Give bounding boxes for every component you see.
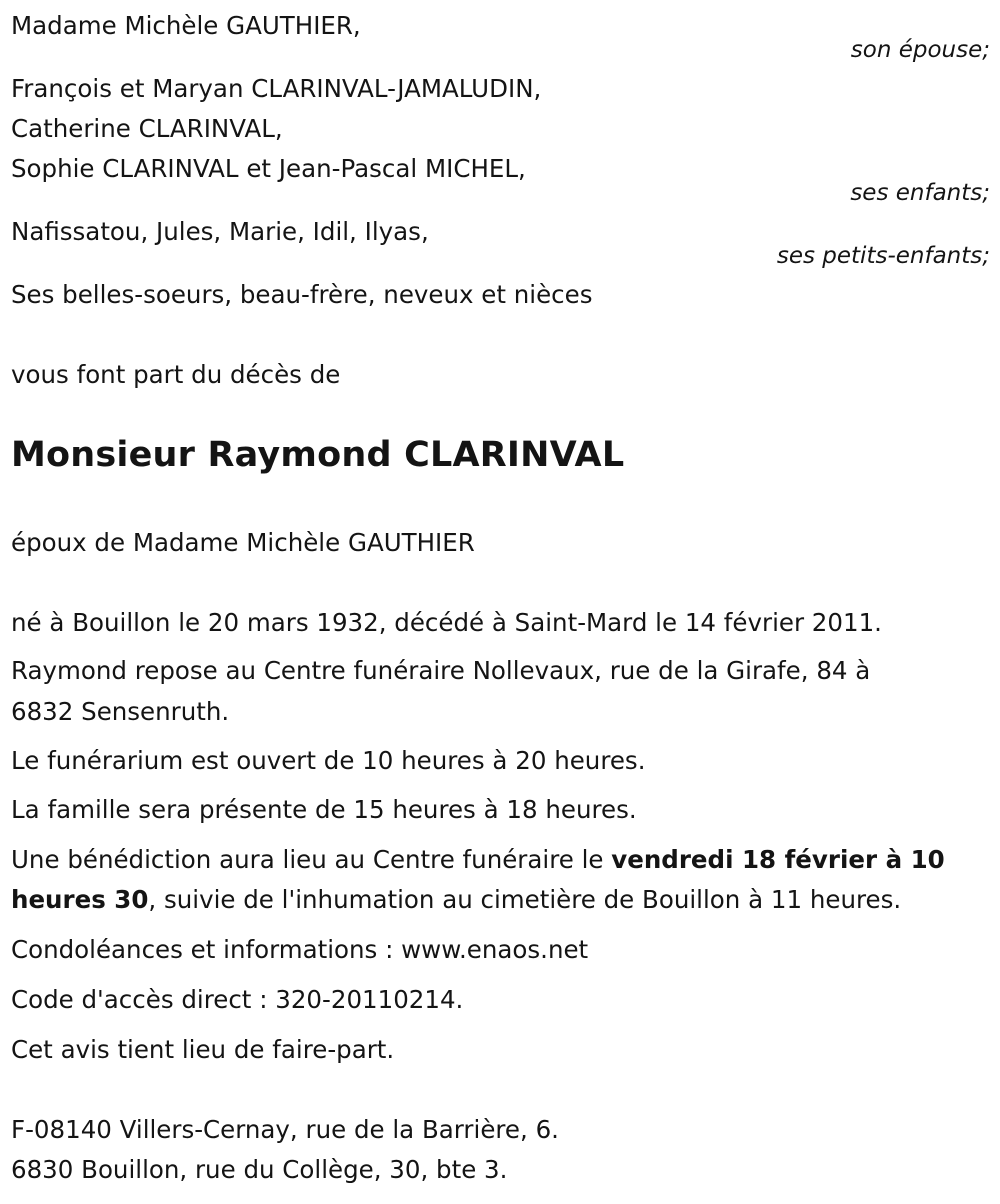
spouse-role: son épouse; [850,37,990,63]
address: 6830 Bouillon, rue du Collège, 30, bte 3. [11,1155,508,1184]
access-code: Code d'accès direct : 320-20110214. [11,985,464,1014]
notice: Cet avis tient lieu de faire-part. [11,1035,395,1064]
family-presence: La famille sera présente de 15 heures à 18 heures. [11,795,637,824]
funerarium-hours: Le funérarium est ouvert de 10 heures à 20 heures. [11,746,646,775]
blessing-line2 [11,880,901,920]
blessing-text: Une bénédiction aura lieu au Centre funéraire le [11,845,612,874]
other-relatives: Ses belles-soeurs, beau-frère, neveux et nièces [11,280,593,309]
blessing-date: vendredi 18 février à 10 [611,845,945,874]
grandchildren: Nafissatou, Jules, Marie, Idil, Ilyas, [11,217,429,246]
children-role: ses enfants; [850,180,990,206]
announcement: vous font part du décès de [11,360,341,389]
birth-death: né à Bouillon le 20 mars 1932, décédé à Saint-Mard le 14 février 2011. [11,608,882,637]
child-line: Sophie CLARINVAL et Jean-Pascal MICHEL, [11,154,526,183]
child-line: François et Maryan CLARINVAL-JAMALUDIN, [11,74,542,103]
burial-text: , suivie de l'inhumation au cimetière de Bouillon à 11 heures. [148,885,902,914]
condolences: Condoléances et informations : www.enaos.net [11,935,589,964]
spouse-of: époux de Madame Michèle GAUTHIER [11,528,475,557]
blessing-line1 [11,840,945,880]
child-line: Catherine CLARINVAL, [11,114,283,143]
deceased-name: Monsieur Raymond CLARINVAL [11,435,625,475]
rest-location-line2: 6832 Sensenruth. [11,697,230,726]
address: F-08140 Villers-Cernay, rue de la Barrière, 6. [11,1115,559,1144]
spouse-name: Madame Michèle GAUTHIER, [11,11,361,40]
blessing-time: heures 30 [11,885,149,914]
rest-location-line1: Raymond repose au Centre funéraire Nollevaux, rue de la Girafe, 84 à [11,656,871,685]
grandchildren-role: ses petits-enfants; [776,243,990,269]
